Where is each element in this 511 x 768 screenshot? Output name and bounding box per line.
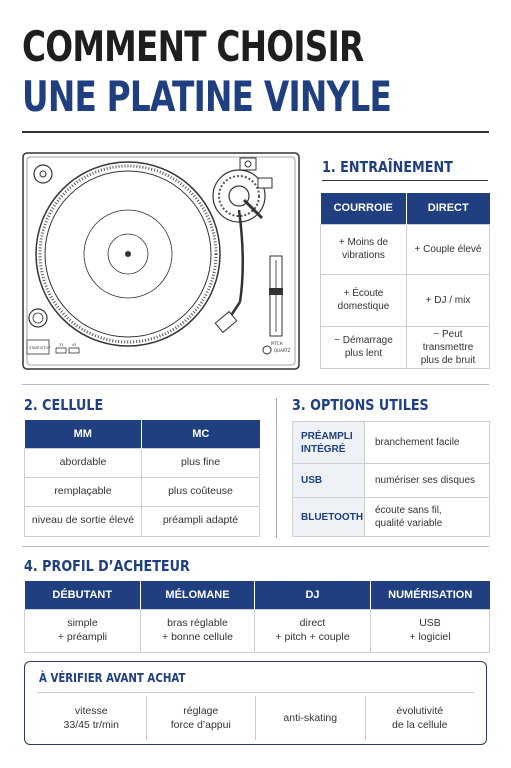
table-cell: niveau de sortie élevé: [25, 506, 142, 536]
checklist-title: À VÉRIFIER AVANT ACHAT: [39, 671, 186, 685]
start-stop-label: START/STOP: [29, 346, 51, 350]
table-cell: + Couple élevé: [407, 224, 490, 274]
table-cell: direct + pitch + couple: [255, 609, 371, 652]
title-rule: [22, 131, 489, 133]
checklist-item: anti-skating: [256, 696, 366, 740]
checklist-item: évolutivité de la cellule: [392, 704, 448, 731]
speed-45-label: 45: [72, 343, 77, 347]
buyer-profile-table: [24, 581, 490, 653]
table-cell: préampli adapté: [142, 506, 260, 536]
option-value: numériser ses disques: [365, 464, 490, 498]
section-divider: [22, 546, 489, 547]
section4-title: 4. PROFIL D’ACHETEUR: [24, 557, 190, 575]
table-cell: plus fine: [142, 448, 260, 477]
option-value: branchement facile: [365, 422, 490, 464]
table-cell: bras réglable + bonne cellule: [141, 609, 255, 652]
table-cell: remplaçable: [25, 477, 142, 506]
checklist-item: réglage force d’appui: [147, 696, 257, 740]
column-divider: [276, 398, 277, 538]
header-mm: MM: [25, 420, 142, 448]
table-cell: − Démarrage plus lent: [321, 326, 407, 368]
checklist-rule: [37, 692, 474, 693]
option-label-usb: USB: [293, 464, 365, 498]
drive-table: [320, 193, 490, 369]
checklist-item: vitesse 33/45 tr/min: [37, 696, 147, 740]
table-cell: plus coûteuse: [142, 477, 260, 506]
table-cell: + DJ / mix: [407, 274, 490, 326]
speed-33-label: 33: [59, 343, 64, 347]
option-label-bluetooth: BLUETOOTH: [293, 498, 365, 537]
header-debutant: DÉBUTANT: [25, 581, 141, 609]
pitch-label: PITCH: [271, 341, 283, 346]
page-title-line2: UNE PLATINE VINYLE: [22, 72, 392, 121]
page-title-line1: COMMENT CHOISIR: [22, 22, 364, 71]
header-courroie: COURROIE: [321, 193, 407, 224]
table-cell: simple + préampli: [25, 609, 141, 652]
table-cell: abordable: [25, 448, 142, 477]
cell-table: [24, 420, 260, 537]
turntable-illustration: [22, 152, 300, 370]
checklist-box: [24, 661, 487, 745]
table-cell: USB + logiciel: [371, 609, 490, 652]
quartz-label: QUARTZ: [274, 348, 291, 353]
section2-title: 2. CELLULE: [24, 396, 104, 414]
header-numerisation: NUMÉRISATION: [371, 581, 490, 609]
table-cell: + Écoute domestique: [321, 274, 407, 326]
table-cell: − Peut transmettre plus de bruit: [407, 326, 490, 368]
section3-title: 3. OPTIONS UTILES: [292, 396, 429, 414]
table-cell: + Moins de vibrations: [321, 224, 407, 274]
section1-title: 1. ENTRAÎNEMENT: [322, 158, 453, 176]
section-divider: [22, 384, 489, 385]
option-value: écoute sans fil, qualité variable: [365, 498, 490, 537]
header-direct: DIRECT: [407, 193, 490, 224]
options-table: [292, 421, 490, 537]
header-dj: DJ: [255, 581, 371, 609]
option-label-preampli: PRÉAMPLI INTÉGRÉ: [293, 422, 365, 464]
header-melomane: MÉLOMANE: [141, 581, 255, 609]
header-mc: MC: [142, 420, 260, 448]
section1-rule: [322, 180, 488, 181]
